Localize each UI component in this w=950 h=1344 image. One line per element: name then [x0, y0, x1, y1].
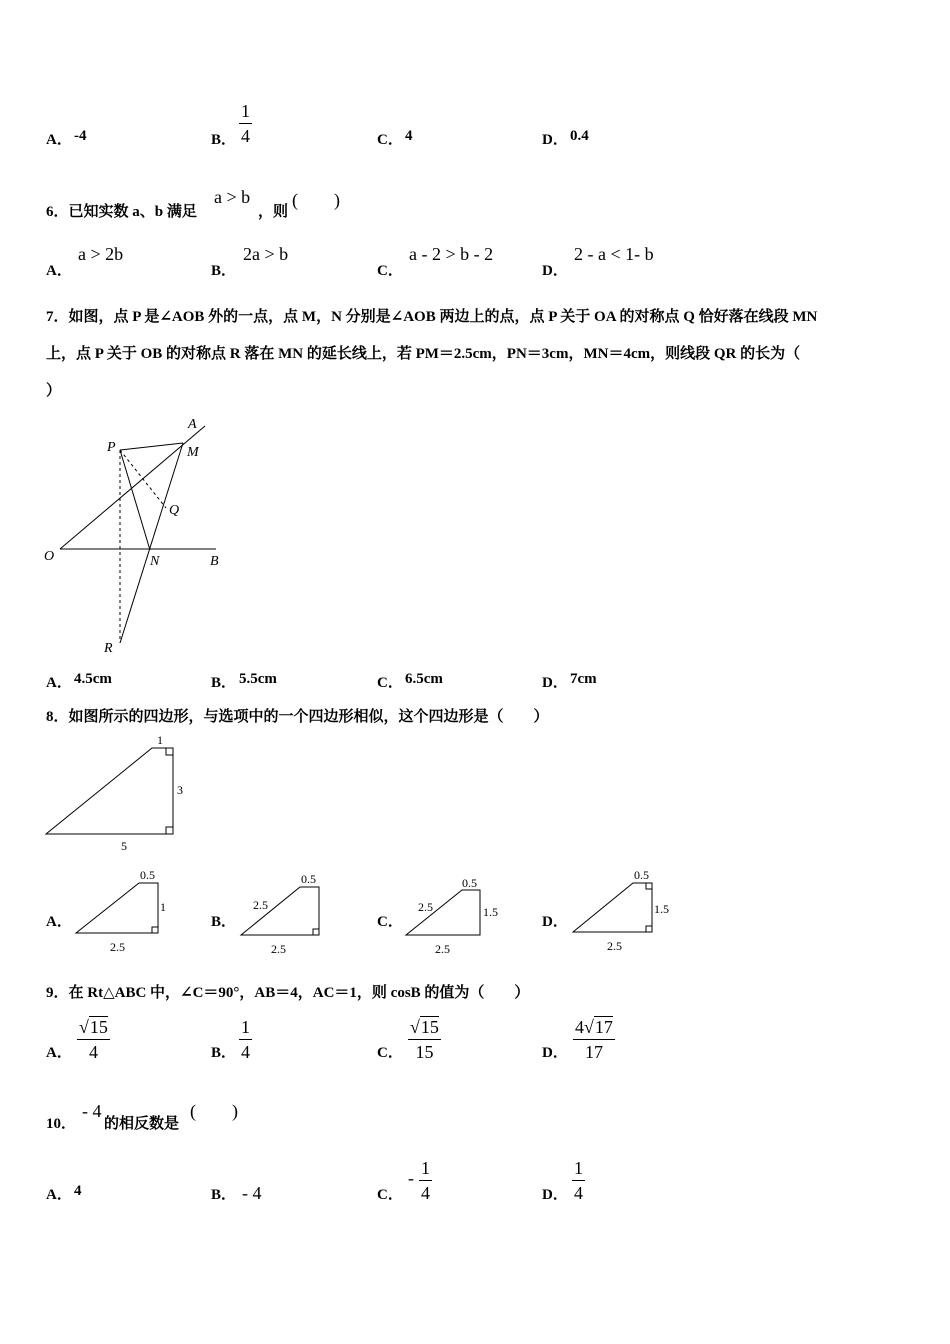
- q8-option-c-letter[interactable]: C．: [377, 914, 403, 930]
- label-slant: 2.5: [418, 900, 433, 914]
- q7-option-a-value: 4.5cm: [74, 671, 112, 687]
- q9-stem: 9．在 Rt△ABC 中，∠C＝90°，AB＝4，AC＝1，则 cosB 的值为（ ）: [46, 985, 530, 1001]
- denominator: 17: [584, 1042, 603, 1062]
- q10-option-d-letter[interactable]: D．: [542, 1187, 568, 1203]
- q8-option-d-figure: [567, 865, 677, 957]
- radicand: 15: [420, 1017, 439, 1037]
- label-right: 1.5: [654, 902, 669, 916]
- label-n: N: [150, 554, 160, 569]
- q9-option-a-fraction: [77, 1016, 110, 1063]
- numerator: 1: [419, 1157, 432, 1181]
- shape-d: [573, 883, 652, 932]
- q10-option-a-letter[interactable]: A．: [46, 1187, 72, 1203]
- q10-option-c-sign: -: [408, 1168, 414, 1188]
- q8-option-b-letter[interactable]: B．: [211, 914, 237, 930]
- label-bottom: 2.5: [435, 942, 450, 956]
- q6-option-b-expr: 2a > b: [243, 244, 289, 264]
- q6-option-a-expr: a > 2b: [78, 244, 124, 264]
- radicand: 15: [89, 1017, 108, 1037]
- q6-answer-paren: ( ): [292, 190, 340, 210]
- denominator: 4: [421, 1183, 430, 1203]
- q7-option-d-letter[interactable]: D．: [542, 675, 568, 691]
- label-a: A: [188, 417, 197, 432]
- q9-option-d-letter[interactable]: D．: [542, 1045, 568, 1061]
- q8-option-a-figure: [70, 865, 170, 957]
- q6-option-d-expr: 2 - a < 1- b: [574, 244, 654, 264]
- q9-option-c-fraction: [408, 1016, 441, 1063]
- q10-value: - 4: [82, 1101, 102, 1121]
- q9-option-c-letter[interactable]: C．: [377, 1045, 403, 1061]
- label-o: O: [44, 549, 55, 564]
- q7-stem-line-3: ）: [46, 383, 62, 399]
- q10-number: 10．: [46, 1116, 77, 1132]
- denominator: 4: [574, 1183, 583, 1203]
- q5-option-b-letter[interactable]: B．: [211, 132, 237, 148]
- q6-condition: a > b: [214, 187, 251, 207]
- q7-option-b-value: 5.5cm: [239, 671, 277, 687]
- sqrt: √17: [584, 1017, 613, 1037]
- numerator: 1: [239, 1016, 252, 1040]
- line-mn-extended: [120, 443, 183, 643]
- right-angle: [313, 929, 319, 935]
- right-angle-bottom: [166, 827, 173, 834]
- label-slant: 2.5: [253, 898, 268, 912]
- q5-option-a-value: -4: [74, 128, 87, 144]
- q9-option-d-fraction: [573, 1016, 615, 1063]
- q10-option-c-fraction: [419, 1157, 432, 1204]
- label-bottom: 5: [121, 839, 127, 853]
- right-angle: [152, 927, 158, 933]
- q6-option-c-letter[interactable]: C．: [377, 263, 403, 279]
- q10-stem: 的相反数是: [104, 1116, 180, 1132]
- q7-option-b-letter[interactable]: B．: [211, 675, 237, 691]
- label-top: 0.5: [301, 872, 316, 886]
- sqrt: √15: [410, 1017, 439, 1037]
- shape-a: [76, 883, 158, 933]
- q7-option-c-letter[interactable]: C．: [377, 675, 403, 691]
- q5-option-d-value: 0.4: [570, 128, 589, 144]
- label-right: 1.5: [483, 905, 498, 919]
- segment-pn: [120, 450, 150, 550]
- q6-stem-end: ，则: [258, 204, 289, 220]
- label-r: R: [104, 641, 113, 656]
- denominator: 4: [241, 126, 250, 146]
- q5-option-d-letter[interactable]: D．: [542, 132, 568, 148]
- q8-option-c-figure: [400, 865, 510, 957]
- q10-option-a-value: 4: [74, 1183, 82, 1199]
- label-right: 1: [160, 900, 166, 914]
- q10-answer-paren: ( ): [190, 1101, 238, 1121]
- q7-geometry-figure: [40, 410, 240, 660]
- numerator: [77, 1016, 110, 1040]
- label-bottom: 2.5: [110, 940, 125, 954]
- denominator: 4: [241, 1042, 250, 1062]
- q6-option-b-letter[interactable]: B．: [211, 263, 237, 279]
- q7-option-c-value: 6.5cm: [405, 671, 443, 687]
- q6-option-c-expr: a - 2 > b - 2: [409, 244, 494, 264]
- q8-stem: 8．如图所示的四边形，与选项中的一个四边形相似，这个四边形是（ ）: [46, 709, 549, 725]
- right-angle-top: [166, 748, 173, 755]
- q9-option-b-letter[interactable]: B．: [211, 1045, 237, 1061]
- q8-option-d-letter[interactable]: D．: [542, 914, 568, 930]
- label-top: 0.5: [634, 868, 649, 882]
- q9-option-b-fraction: [239, 1016, 252, 1063]
- label-b: B: [210, 554, 219, 569]
- label-top: 1: [157, 733, 163, 747]
- radicand: 17: [594, 1017, 613, 1037]
- q5-option-c-value: 4: [405, 128, 413, 144]
- q7-option-a-letter[interactable]: A．: [46, 675, 72, 691]
- denominator: 15: [415, 1042, 434, 1062]
- q5-option-b-fraction: [239, 100, 252, 147]
- numerator: [408, 1016, 441, 1040]
- label-bottom: 2.5: [271, 942, 286, 956]
- label-top: 0.5: [140, 868, 155, 882]
- segment-pm: [120, 443, 183, 450]
- label-right: 3: [177, 783, 183, 797]
- q10-option-b-letter[interactable]: B．: [211, 1187, 237, 1203]
- q5-option-c-letter[interactable]: C．: [377, 132, 403, 148]
- numerator: 1: [239, 100, 252, 124]
- q5-option-a-letter[interactable]: A．: [46, 132, 72, 148]
- q10-option-b-value: - 4: [242, 1183, 262, 1203]
- main-shape: [46, 748, 173, 834]
- q7-stem-line-2: 上，点 P 关于 OB 的对称点 R 落在 MN 的延长线上，若 PM＝2.5cm，PN＝3cm，MN＝4cm，则线段 QR 的长为（: [46, 346, 801, 362]
- q8-main-quadrilateral: [40, 730, 200, 855]
- q10-option-d-fraction: [572, 1157, 585, 1204]
- ray-oa: [60, 426, 205, 549]
- label-top: 0.5: [462, 876, 477, 890]
- q6-option-a-letter[interactable]: A．: [46, 263, 72, 279]
- label-p: P: [107, 440, 116, 455]
- q10-option-c-letter[interactable]: C．: [377, 1187, 403, 1203]
- numerator: [573, 1016, 615, 1040]
- label-m: M: [187, 445, 199, 460]
- numerator: 1: [572, 1157, 585, 1181]
- right-angle-bottom: [646, 926, 652, 932]
- denominator: 4: [88, 1042, 98, 1062]
- coefficient: 4: [575, 1017, 584, 1037]
- segment-pq: [120, 450, 166, 508]
- q7-stem-line-1: 7．如图，点 P 是∠AOB 外的一点，点 M，N 分别是∠AOB 两边上的点，点 P 关于 OA 的对称点 Q 恰好落在线段 MN: [46, 309, 818, 325]
- q8-option-b-figure: [235, 865, 335, 957]
- sqrt: √15: [79, 1017, 108, 1037]
- q9-option-a-letter[interactable]: A．: [46, 1045, 72, 1061]
- right-angle-top: [646, 883, 652, 889]
- label-q: Q: [169, 503, 180, 518]
- q6-stem-start: 6．已知实数 a、b 满足: [46, 204, 197, 220]
- q8-option-a-letter[interactable]: A．: [46, 914, 72, 930]
- q6-option-d-letter[interactable]: D．: [542, 263, 568, 279]
- label-bottom: 2.5: [607, 939, 622, 953]
- q7-option-d-value: 7cm: [570, 671, 597, 687]
